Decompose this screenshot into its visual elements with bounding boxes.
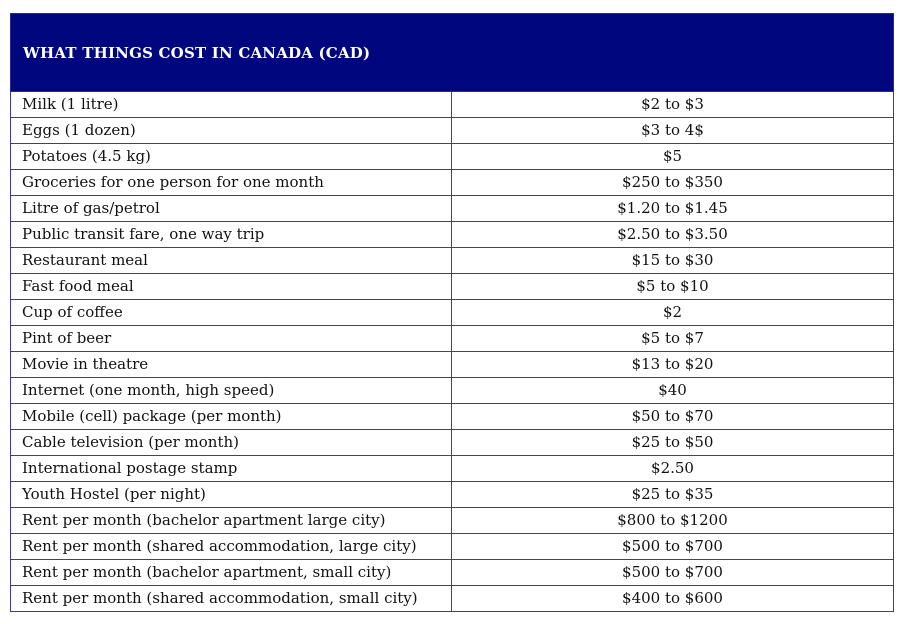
price-cell: $400 to $600 [452,586,894,612]
table-row [11,274,894,300]
price-cell: $13 to $20 [452,352,894,378]
item-cell: Movie in theatre [11,352,452,378]
price-cell: $2 [452,300,894,326]
price-cell: $5 to $7 [452,326,894,352]
price-cell: $25 to $35 [452,482,894,508]
price-cell: $1.20 to $1.45 [452,196,894,222]
item-cell: Rent per month (shared accommodation, large city) [11,534,452,560]
price-cell: $2.50 [452,456,894,482]
table-row [11,404,894,430]
price-cell: $50 to $70 [452,404,894,430]
item-cell: Rent per month (bachelor apartment large city) [11,508,452,534]
price-cell: $2 to $3 [452,92,894,118]
item-cell: Public transit fare, one way trip [11,222,452,248]
item-cell: Cable television (per month) [11,430,452,456]
table-row [11,222,894,248]
item-cell: Youth Hostel (per night) [11,482,452,508]
table-row [11,144,894,170]
table-row [11,482,894,508]
table-row [11,560,894,586]
price-cell: $25 to $50 [452,430,894,456]
item-cell: Cup of coffee [11,300,452,326]
price-cell: $500 to $700 [452,560,894,586]
table-row [11,196,894,222]
table-row [11,352,894,378]
item-cell: Eggs (1 dozen) [11,118,452,144]
table-row [11,300,894,326]
price-cell: $40 [452,378,894,404]
table-row [11,326,894,352]
item-cell: Milk (1 litre) [11,92,452,118]
table-row [11,170,894,196]
price-cell: $2.50 to $3.50 [452,222,894,248]
table-row [11,248,894,274]
table-row [11,378,894,404]
price-cell: $5 [452,144,894,170]
item-cell: Groceries for one person for one month [11,170,452,196]
price-cell: $250 to $350 [452,170,894,196]
item-cell: Mobile (cell) package (per month) [11,404,452,430]
cost-table [10,13,894,612]
table-title: WHAT THINGS COST IN CANADA (CAD) [11,14,894,92]
price-cell: $500 to $700 [452,534,894,560]
item-cell: Rent per month (bachelor apartment, small city) [11,560,452,586]
item-cell: Pint of beer [11,326,452,352]
item-cell: Fast food meal [11,274,452,300]
table-row [11,118,894,144]
table-row [11,92,894,118]
table-header-row [11,14,894,92]
item-cell: International postage stamp [11,456,452,482]
item-cell: Internet (one month, high speed) [11,378,452,404]
item-cell: Litre of gas/petrol [11,196,452,222]
price-cell: $15 to $30 [452,248,894,274]
price-cell: $3 to 4$ [452,118,894,144]
item-cell: Potatoes (4.5 kg) [11,144,452,170]
price-cell: $5 to $10 [452,274,894,300]
item-cell: Rent per month (shared accommodation, small city) [11,586,452,612]
item-cell: Restaurant meal [11,248,452,274]
table-row [11,508,894,534]
price-cell: $800 to $1200 [452,508,894,534]
table-row [11,456,894,482]
table-row [11,430,894,456]
table-row [11,586,894,612]
table-row [11,534,894,560]
